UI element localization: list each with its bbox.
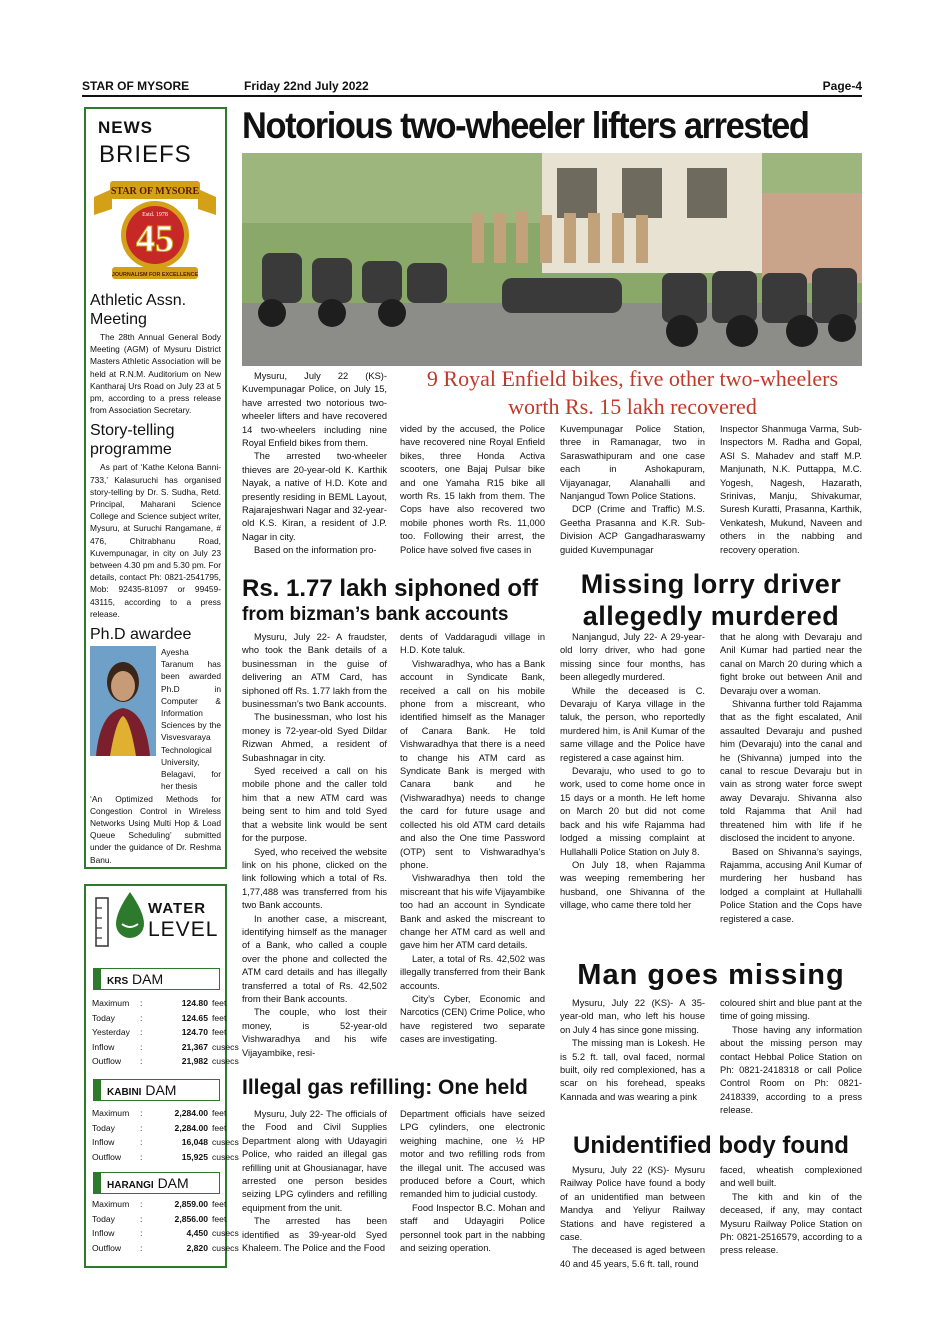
dam-table-krs: [92, 996, 252, 1069]
lead-subhead-line1: 9 Royal Enfield bikes, five other two-wheelers: [426, 366, 839, 391]
paragraph: Department officials have seized LPG cylinders, one electronic weighing machine, one ½ HP motor and two refilling rods from the illegal unit. The accused was produced before a Court, which remanded him to judicial custody.: [400, 1109, 545, 1200]
paragraph: coloured shirt and blue pant at the time of going missing.: [720, 998, 862, 1022]
briefs-label: BRIEFS: [99, 141, 192, 168]
bank-headline-1: Rs. 1.77 lakh siphoned off: [242, 575, 539, 602]
paragraph: The couple, who lost their money, is 52-year-old Vishwaradhya and his wife Vijayambike, resi-: [242, 1007, 387, 1058]
logo-number: 45: [136, 218, 174, 260]
paragraph: Food Inspector B.C. Mohan and staff and Udayagiri Police personnel took part in the nabbing and seizing operation.: [400, 1202, 545, 1254]
paragraph: In another case, a miscreant, identifying himself as the manager of a Bank, who called a couple over the phone and collected the ATM card details and has illegally transferred a total of Rs. 42,502 from their Bank accounts.: [242, 913, 387, 1004]
paragraph: Based on the information pro-: [254, 545, 377, 556]
paragraph: Mysuru, July 22- The officials of the Food and Civil Supplies Department along with Udayagiri Police, who raided an illegal gas refilling unit at Ghousianagar, have arrested one person besides seizing LPG cylinders and refilling equipment from the unit.: [242, 1109, 387, 1213]
anniversary-logo: [90, 175, 220, 287]
dam-row: Today : 124.65 feet: [92, 1012, 227, 1023]
lead-headline: Notorious two-wheeler lifters arrested: [242, 105, 809, 146]
paragraph: Vishwaradhya then told the miscreant that his wife Vijayambike too had an account in Syndicate Bank and asked the miscreant to change her ATM card as well and gave him her ATM card details.: [400, 873, 545, 951]
awardee-photo: [90, 646, 156, 756]
dam-row: Maximum : 2,284.00 feet: [92, 1108, 227, 1118]
water-drop-icon: [92, 888, 152, 950]
paragraph: While the deceased is C. Devaraju of Karya village in the taluk, the person, who reportedly murdered him, is Anil Kumar of the same village and the Police have registered a case against him.: [560, 685, 705, 763]
paragraph: The deceased is aged between 40 and 45 years, 5.6 ft. tall, round: [560, 1245, 705, 1269]
paragraph: faced, wheatish complexioned and well built.: [720, 1165, 862, 1189]
lorry-col2: [720, 631, 862, 926]
brief-heading: Ph.D awardee: [90, 626, 192, 644]
bank-col2: [400, 631, 545, 1047]
paragraph: Devaraju, who used to go to work, used to come home once in 15 days or a month. He left home on March 20 but did not come back and his wife Rajamma had lodged a missing complaint at Hullahalli Police Station on July 8.: [560, 766, 705, 857]
dam-row: Today : 2,284.00 feet: [92, 1122, 227, 1133]
dam-table-kabini: [92, 1106, 252, 1164]
dam-row: Inflow : 4,450 cusecs: [92, 1228, 239, 1239]
dam-name: DAM: [145, 1082, 177, 1098]
lead-subhead-line2: worth Rs. 15 lakh recovered: [508, 394, 757, 419]
dam-row: Outflow : 21,982 cusecs: [92, 1056, 239, 1067]
paragraph: Kuvempunagar Police Station, three in Ramanagar, two in Saraswathipuram and one case each in Ashokapuram, Vijayanagar, Alanahalli and Nanjangud Town Police Stations.: [560, 424, 705, 502]
lorry-headline-line2: allegedly murdered: [582, 601, 840, 631]
dam-row: Yesterday : 124.70 feet: [92, 1027, 227, 1038]
paragraph: The kith and kin of the deceased, if any, may contact Mysuru Railway Police Station on Ph: 0821-2516579, according to a press release.: [720, 1191, 862, 1256]
lead-col4: [720, 423, 862, 557]
lead-photo: [242, 153, 862, 366]
missing-col1: [560, 997, 705, 1104]
issue-date: Friday 22nd July 2022: [244, 79, 369, 93]
dam-title-harangi: [93, 1172, 220, 1194]
briefs-list: [90, 287, 221, 866]
body-headline: Unidentified body found: [573, 1132, 849, 1159]
lead-col3: [560, 423, 705, 557]
gas-col2: [400, 1108, 545, 1255]
lorry-headline-line1: Missing lorry driver: [580, 569, 842, 599]
lead-col2: [400, 423, 545, 557]
paragraph: that he along with Devaraju and Anil Kumar had partied near the canal on March 20 during which a fight broke out between Anil and Devaraju over a woman.: [720, 632, 862, 696]
logo-ribbon-right: [198, 189, 216, 215]
paragraph: Vishwaradhya, who has a Bank account in Syndicate Bank, received a call on his mobile phone from a miscreant, who identified himself as the Manager of Canara Bank. He told Vishwaradhya that there is a need to change his ATM card as Syndicate Bank is merged with Canara bank and he (Vishwaradhya) needs to change the card for future usage and collected his old ATM card details and also the One time Password (OTP) sent to Vishwaradhya’s phone.: [400, 658, 545, 870]
dam-row: Outflow : 2,820 cusecs: [92, 1242, 239, 1253]
phd-awardee-row: [90, 646, 221, 792]
dam-row: Outflow : 15,925 cusecs: [92, 1151, 239, 1162]
missing-col2: [720, 997, 862, 1118]
lorry-headline: [560, 568, 862, 632]
brief-body: The 28th Annual General Body Meeting (AGM) of Mysuru District Masters Athletic Association will be held at R.N.M. Auditorium on New Kantharaj Urs Road on July 23 at 5 pm, according to a press release from Association Secretary.: [90, 332, 221, 416]
dam-title-kabini: [93, 1079, 220, 1101]
body-col2: [720, 1164, 862, 1258]
paper-name: STAR OF MYSORE: [82, 79, 190, 93]
body-col1: [560, 1164, 705, 1271]
paragraph: DCP (Crime and Traffic) M.S. Geetha Prasanna and K.R. Sub-Division ACP Gangadharaswamy guided Kuvempunagar: [560, 504, 705, 555]
logo-ribbon-left: [94, 189, 112, 215]
paragraph: Syed received a call on his mobile phone and the caller told him that a new ATM card was being sent to him and told Syed that a website link would be sent for the purpose.: [242, 766, 387, 844]
paragraph: The arrested has been identified as 39-year-old Syed Khaleem. The Police and the Food: [242, 1216, 387, 1254]
paragraph: The arrested two-wheeler thieves are 20-year-old K. Karthik Nayak, a native of H.D. Kote and presently residing in BEML Layout, Rajarajeshwari Nagar and 32-year-old K.S. Kiran, a resident of J.P. Nagar in city.: [242, 451, 387, 542]
paragraph: The missing man is Lokesh. He is 5.2 ft. tall, oval faced, normal built, oily red complexioned, has a scar on his forehead, speaks Kannada and was wearing a pink: [560, 1038, 705, 1102]
missing-headline: Man goes missing: [577, 959, 845, 991]
paragraph: City’s Cyber, Economic and Narcotics (CEN) Crime Police, who have registered two separate cases are investigating.: [400, 993, 545, 1045]
paragraph: Mysuru, July 22 (KS)- Mysuru Railway Police have found a body of an unidentified man between Mandya and Yeliyur Railway Stations and have registered a case.: [560, 1165, 705, 1243]
bank-headline-2: from bizman’s bank accounts: [242, 604, 509, 625]
brief-heading: Story-telling programme: [90, 422, 175, 459]
brief-body-continued: ‘An Optimized Methods for Congestion Control in Wireless Networks Using Multi Hop & Load Queue Scheduling’ submitted under the guidance of Dr. Reshma Banu.: [90, 793, 221, 865]
dam-row: Today : 2,856.00 feet: [92, 1213, 227, 1224]
logo-est: Estd. 1978: [142, 212, 168, 218]
dam-name: DAM: [132, 971, 164, 987]
paragraph: Mysuru, July 22 (KS)- Kuvempunagar Police, on July 15, have arrested two notorious two-wheeler lifters and have recovered 14 two-wheelers including nine Royal Enfield bikes from them.: [242, 371, 387, 449]
paragraph: Mysuru, July 22- A fraudster, who took the Bank details of a businessman in the guise of delivering an ATM Card, has siphoned off Rs. 1.77 lakh from the businessman’s two Bank accounts.: [242, 632, 387, 710]
lead-subhead: [400, 365, 865, 421]
brief-heading: Athletic Assn. Meeting: [90, 292, 187, 328]
paragraph: The businessman, who lost his money is 72-year-old Syed Dildar Rizwan Ahmed, a resident of Subashnagar in city.: [242, 712, 387, 763]
level-word: LEVEL: [148, 918, 219, 941]
logo-motto: JOURNALISM FOR EXCELLENCE: [111, 272, 199, 278]
dam-table-harangi: [92, 1197, 252, 1255]
paragraph: Inspector Shanmuga Varma, Sub-Inspectors M. Radha and Gopal, ASI S. Mahadev and staff M.P. Manjunath, N.K. Puttappa, M.C. Yogesh, Nagesh, Hazarath, Srinivas, Manju, Shivakumar, Suresh Kuratti, Prasanna, Karthik, Venkatesh, Mukund, Naveen and others in the nabbing and recovery operation.: [720, 424, 862, 555]
page-number: Page-4: [822, 79, 862, 93]
paragraph: Those having any information about the missing person may contact Hebbal Police Station on Ph: 0821-2418318 or call Police Control Room on Ph: 0821-2418339, according to a press release.: [720, 1024, 862, 1116]
brief-body: As part of ‘Kathe Kelona Banni-733,’ Kalasuruchi has organised story-telling by Dr. S. Sudha, Retd. Principal, Maharani Science College and Science subject writer, Mysuru, at Suruchi Rangamane, # 476, Chitrabhanu Road, Kuvempunagar, in city on July 23 between 4.30 pm and 5.30 pm. For details, contact Ph: 0821-2541795, Mob: 92435-81097 or 99459-43115, according to a press release.: [90, 462, 221, 619]
dam-prefix: HARANGI: [107, 1180, 154, 1191]
paragraph: Mysuru, July 22 (KS)- A 35-year-old man, who left his house on July 4 has since gone missing.: [560, 998, 705, 1035]
water-word: WATER: [148, 900, 207, 917]
paragraph: Based on Shivanna’s sayings, Rajamma, accusing Anil Kumar of murdering her husband has lodged a complaint at Hullahalli Police Station and the Cops have registered a case.: [720, 846, 862, 924]
news-briefs-box: [84, 107, 227, 869]
gas-col1: [242, 1108, 387, 1255]
paragraph: Shivanna further told Rajamma that as the fight escalated, Anil assaulted Devaraju and pushed him (Devaraju) into the canal and he (Shivanna) jumped into the canal to rescue Devaraju but in vain as strong water force swept away Devaraju. Shivanna also told Rajamma that Anil had threatened him with life if he disclosed the incident to anyone.: [720, 699, 862, 844]
dam-row: Maximum : 2,859.00 feet: [92, 1199, 227, 1209]
lorry-col1: [560, 631, 705, 913]
paragraph: vided by the accused, the Police have recovered nine Royal Enfield bikes, three Honda Activa scooters, one Bajaj Pulsar bike and one Yamaha R15 bike all worth Rs. 15 lakh from them. The Cops have also recovered two mobile phones worth Rs. 11,000 too. Following their arrest, the Police have solved five cases in: [400, 424, 545, 555]
dam-title-krs: [93, 968, 220, 990]
paragraph: Syed, who received the website link on his phone, clicked on the link following which a total of Rs. 1,77,488 was transferred from his two Bank accounts.: [242, 846, 387, 911]
dam-row: Maximum : 124.80 feet: [92, 998, 227, 1008]
dam-prefix: KABINI: [107, 1087, 142, 1098]
brief-body-right: Ayesha Taranum has been awarded Ph.D in Computer & Information Sciences by the Visvesvaraya Technological University, Belagavi, for her thesis: [161, 647, 221, 792]
paragraph: Later, a total of Rs. 42,502 was illegally transferred from their Bank accounts.: [400, 953, 545, 991]
logo-top-text: STAR OF MYSORE: [110, 186, 200, 197]
paragraph: Nanjangud, July 22- A 29-year-old lorry driver, who had gone missing since four months, has been allegedly murdered.: [560, 632, 705, 683]
gas-headline: Illegal gas refilling: One held: [242, 1076, 528, 1099]
news-label: NEWS: [98, 118, 153, 137]
dam-name: DAM: [157, 1175, 189, 1191]
paragraph: dents of Vaddaragudi village in H.D. Kote taluk.: [400, 632, 545, 656]
paragraph: On July 18, when Rajamma was weeping remembering her husband, one Shivanna of the village, who came there told her: [560, 859, 705, 911]
lead-col1: [242, 370, 387, 558]
dam-prefix: KRS: [107, 976, 129, 987]
masthead: [82, 77, 862, 97]
dam-row: Inflow : 16,048 cusecs: [92, 1137, 239, 1148]
bank-col1: [242, 631, 387, 1060]
dam-row: Inflow : 21,367 cusecs: [92, 1041, 239, 1052]
